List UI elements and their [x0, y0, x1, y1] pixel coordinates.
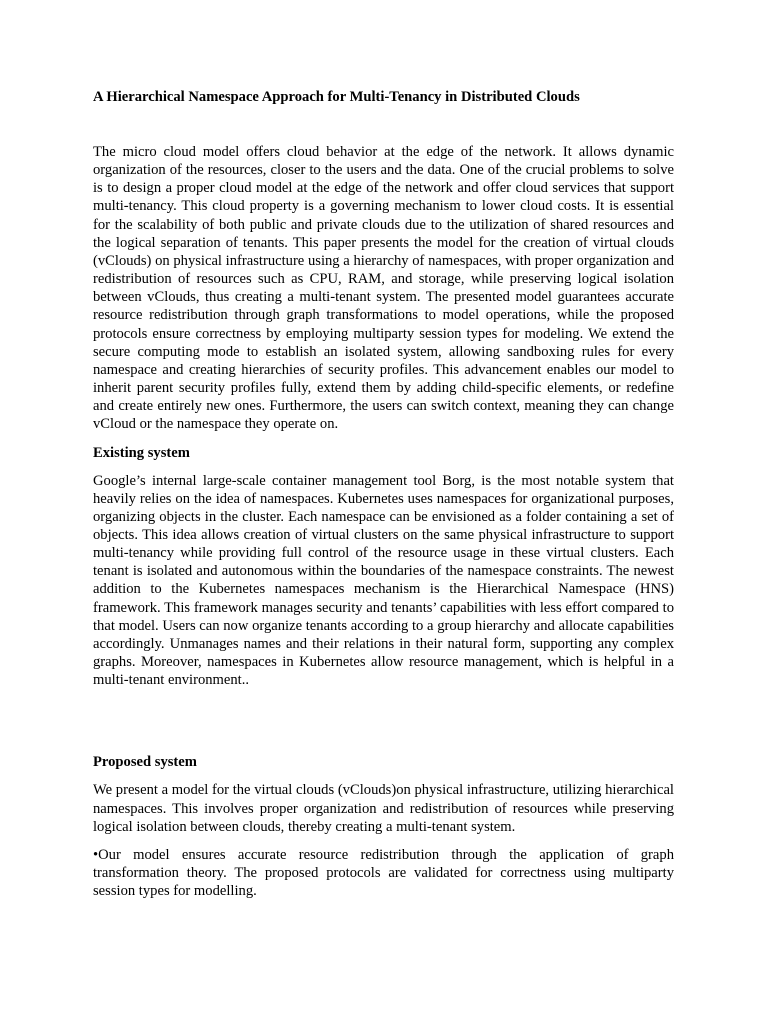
proposed-system-paragraph: We present a model for the virtual clouds (vClouds)on physical infrastructure, utilizing hierarchical namespaces. This involves proper organization and redistribution of resources while preserving logical isolation between clouds, thereby creating a multi-tenant system.	[93, 782, 674, 835]
existing-system-paragraph: Google’s internal large-scale container management tool Borg, is the most notable system that heavily relies on the idea of namespaces. Kubernetes uses namespaces for organizational purposes, organizing objects in the cluster. Each namespace can be envisioned as a folder containing a set of objects. This idea allows creation of virtual clusters on the same physical infrastructure to support multi-tenancy while providing full control of the resource usage in these virtual clusters. Each tenant is isolated and autonomous within the boundaries of the namespace constraints. The newest addition to the Kubernetes namespaces mechanism is the Hierarchical Namespace (HNS) framework. This framework manages security and tenants’ capabilities with less effort compared to that model. Users can now organize tenants according to a group hierarchy and allocate capabilities accordingly. Unmanages names and their relations in their natural form, supporting any complex graphs. Moreover, namespaces in Kubernetes allow resource management, which is helpful in a multi-tenant environment..	[93, 472, 674, 689]
abstract-paragraph: The micro cloud model offers cloud behavior at the edge of the network. It allows dynamic organization of the resources, closer to the users and the data. One of the crucial problems to solve is to design a proper cloud model at the edge of the network and offer cloud services that support multi-tenancy. This cloud property is a governing mechanism to lower cloud costs. It is essential for the scalability of both public and private clouds due to the utilization of shared resources and the logical separation of tenants. This paper presents the model for the creation of virtual clouds (vClouds) on physical infrastructure using a hierarchy of namespaces, with proper organization and redistribution of resources such as CPU, RAM, and storage, while preserving logical isolation between vClouds, thus creating a multi-tenant system. The presented model guarantees accurate resource redistribution through graph transformations to model operations, while the proposed protocols ensure correctness by employing multiparty session types for modeling. We extend the secure computing mode to establish an isolated system, allowing sandboxing rules for every namespace and creating hierarchies of security profiles. This advancement enables our model to inherit parent security profiles fully, extend them by adding child-specific elements, or redefine and create entirely new ones. Furthermore, the users can switch context, meaning they can change vCloud or the namespace they operate on.	[93, 144, 674, 433]
document-title: A Hierarchical Namespace Approach for Multi-Tenancy in Distributed Clouds	[93, 89, 580, 105]
document-content	[93, 88, 674, 900]
proposed-system-heading: Proposed system	[93, 754, 197, 771]
proposed-system-bullet: •Our model ensures accurate resource redistribution through the application of graph transformation theory. The proposed protocols are validated for correctness using multiparty session types for modelling.	[93, 846, 674, 900]
existing-system-heading: Existing system	[93, 444, 190, 461]
